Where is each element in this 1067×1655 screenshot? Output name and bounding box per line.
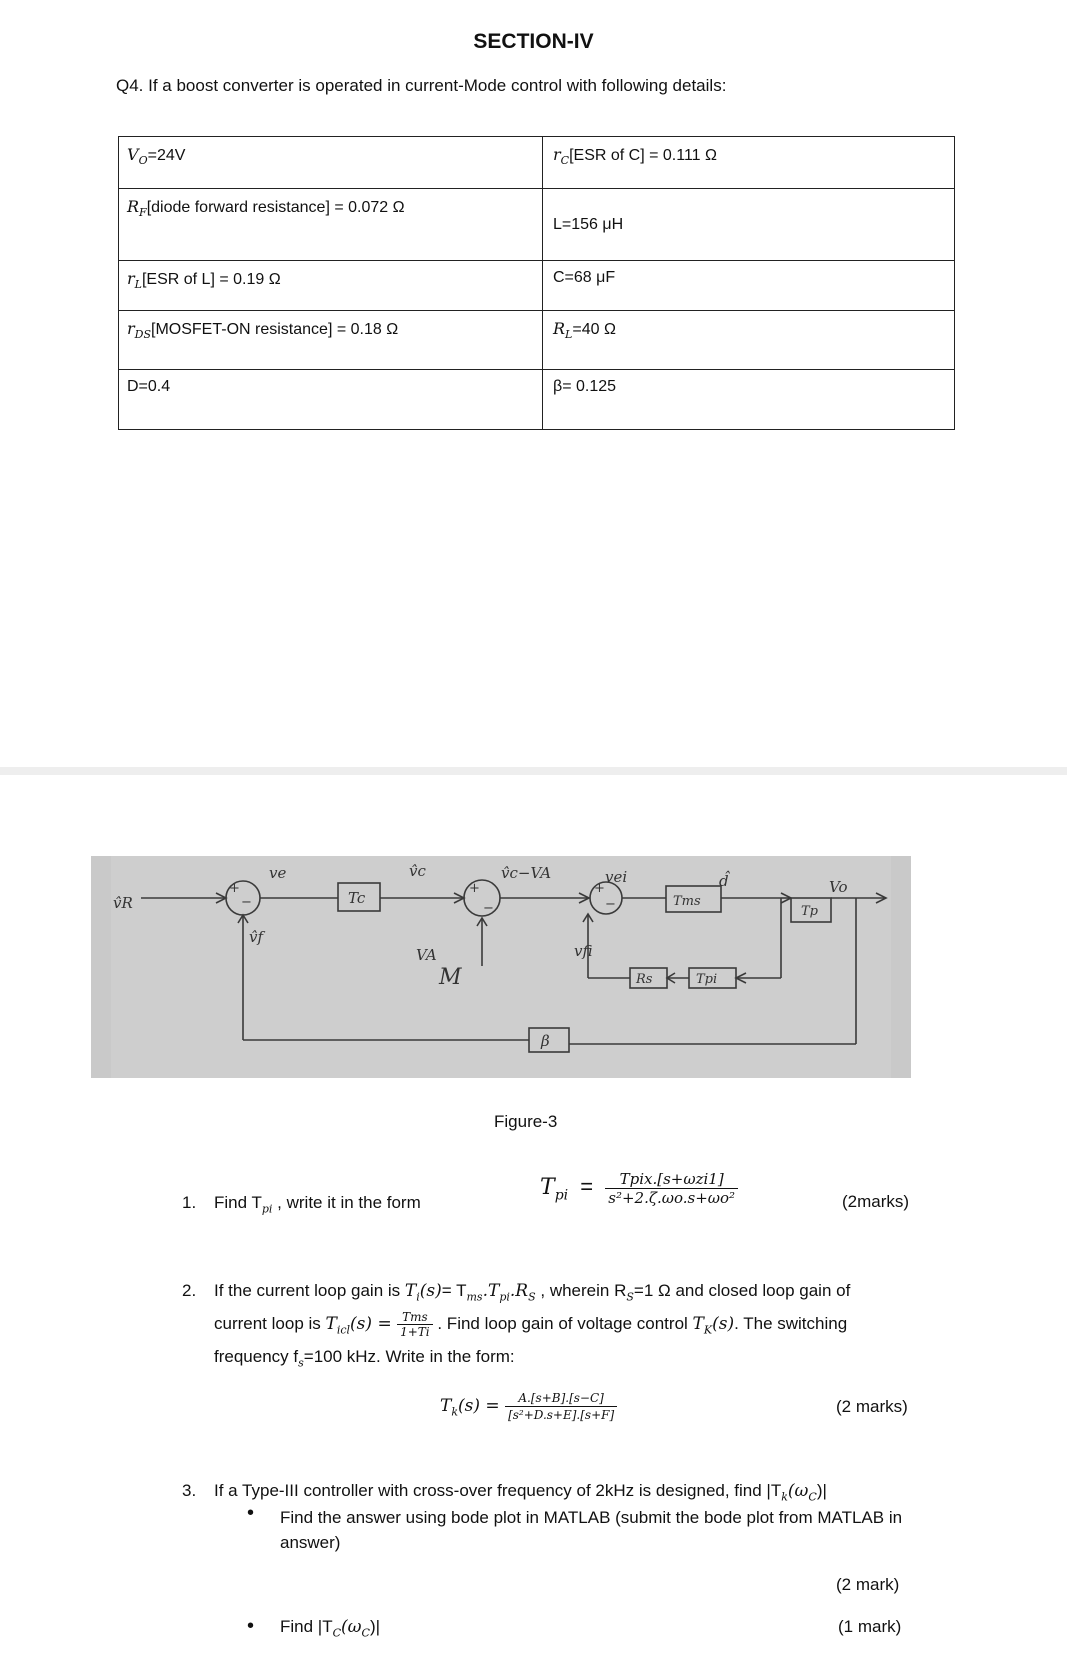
label-vf: v̂f bbox=[249, 928, 264, 946]
question-intro: Q4. If a boost converter is operated in current-Mode control with following details: bbox=[116, 76, 727, 95]
param-rds: $r_{DS}[MOSFET-ON$ resistance] = 0.18 Ω bbox=[119, 311, 543, 370]
label-vo: Vo bbox=[829, 878, 848, 896]
label-ve: ve bbox=[269, 864, 287, 882]
param-vo: $V_O=24V$ bbox=[119, 137, 543, 189]
label-tpi: Tpi bbox=[696, 972, 718, 987]
block-diagram bbox=[91, 856, 911, 1078]
svg-text:−: − bbox=[483, 901, 494, 916]
svg-text:+: + bbox=[469, 881, 480, 896]
label-rs: Rs bbox=[636, 972, 653, 987]
q2-marks: (2 marks) bbox=[836, 1397, 908, 1416]
q1-number: 1. bbox=[182, 1193, 197, 1212]
figure-caption: Figure-3 bbox=[494, 1112, 558, 1131]
svg-text:+: + bbox=[594, 881, 605, 896]
q3-bullet2-dot: • bbox=[247, 1615, 255, 1637]
label-tp: Tp bbox=[801, 904, 818, 919]
label-vr: v̂R bbox=[113, 894, 133, 912]
q1-marks: (2marks) bbox=[842, 1192, 910, 1211]
label-d-hat: d̂ bbox=[719, 872, 729, 890]
section-title: SECTION-IV bbox=[473, 30, 594, 53]
page-divider bbox=[0, 767, 1067, 775]
svg-text:−: − bbox=[241, 895, 252, 910]
label-tc: Tc bbox=[348, 889, 366, 907]
label-vfi: vfi bbox=[574, 942, 593, 960]
q1-formula: $T_{pi}$ = $\frac{\text{Tpix.[s+ωzi1]}}{\text{s²+2.ζ.ωo.s+ωo²}}$ bbox=[540, 1170, 738, 1207]
svg-text:−: − bbox=[605, 897, 616, 912]
param-c: C=68 μF bbox=[543, 261, 955, 311]
q2-line2: current loop is $T_{icl}(s)$ = $\frac{\text{Tms}}{1+Ti}$ . Find loop gain of voltage control $T_K(s)$. The switching bbox=[214, 1310, 848, 1340]
q2-number: 2. bbox=[182, 1281, 197, 1300]
param-beta: β= 0.125 bbox=[543, 370, 955, 430]
label-va: VA bbox=[416, 946, 437, 964]
label-beta: β bbox=[541, 1032, 550, 1050]
param-rf: $R_F[diode$ forward resistance] = 0.072 Ω bbox=[119, 189, 543, 261]
label-vc-va: v̂c−VA bbox=[501, 864, 552, 882]
q2-formula: $T_k(s)$ = $\frac{A.[s+B].[s-C]}{\text{[s²+D.s+E].[s+F]}}$ bbox=[440, 1390, 617, 1423]
label-m: M bbox=[439, 965, 462, 990]
svg-text:+: + bbox=[229, 881, 240, 896]
q2-line3: frequency $f_s=100$ kHz. Write in the form: bbox=[214, 1347, 515, 1370]
q3-bullet1: Find the answer using bode plot in MATLAB (submit the bode plot from MATLAB in answer) bbox=[280, 1508, 903, 1552]
label-vc: v̂c bbox=[409, 862, 426, 880]
q3-marks2: (1 mark) bbox=[838, 1617, 902, 1636]
param-rc: $r_C[ESR$ of C] = 0.111 Ω bbox=[543, 137, 955, 189]
block-diagram-figure bbox=[91, 856, 911, 1078]
q3-bullet2: Find $|T_C(\omega_C)|$ bbox=[280, 1617, 381, 1640]
param-d: D=0.4 bbox=[119, 370, 543, 430]
q3-marks1: (2 mark) bbox=[836, 1575, 900, 1594]
q3-bullet1-dot: • bbox=[247, 1502, 255, 1524]
label-vei: vei bbox=[605, 868, 628, 886]
parameter-table bbox=[118, 136, 955, 430]
param-l: L=156 μH bbox=[543, 189, 955, 261]
q1-text: Find $T_{pi}$ , write it in the form bbox=[214, 1193, 421, 1216]
param-rload: $R_L=40$ Ω bbox=[543, 311, 955, 370]
q3-text: If a Type-III controller with cross-over frequency of 2kHz is designed, find $|T_k(\omega_C)|$ bbox=[214, 1481, 827, 1504]
label-tms: Tms bbox=[673, 894, 701, 909]
q3-number: 3. bbox=[182, 1481, 197, 1500]
q2-line1: If the current loop gain is $T_i(s)= T_{ms}.T_{pi}.R_S$ , wherein $R_S=1$ Ω and closed loop gain of bbox=[214, 1281, 851, 1304]
param-rl: $r_L[ESR$ of L] = 0.19 Ω bbox=[119, 261, 543, 311]
